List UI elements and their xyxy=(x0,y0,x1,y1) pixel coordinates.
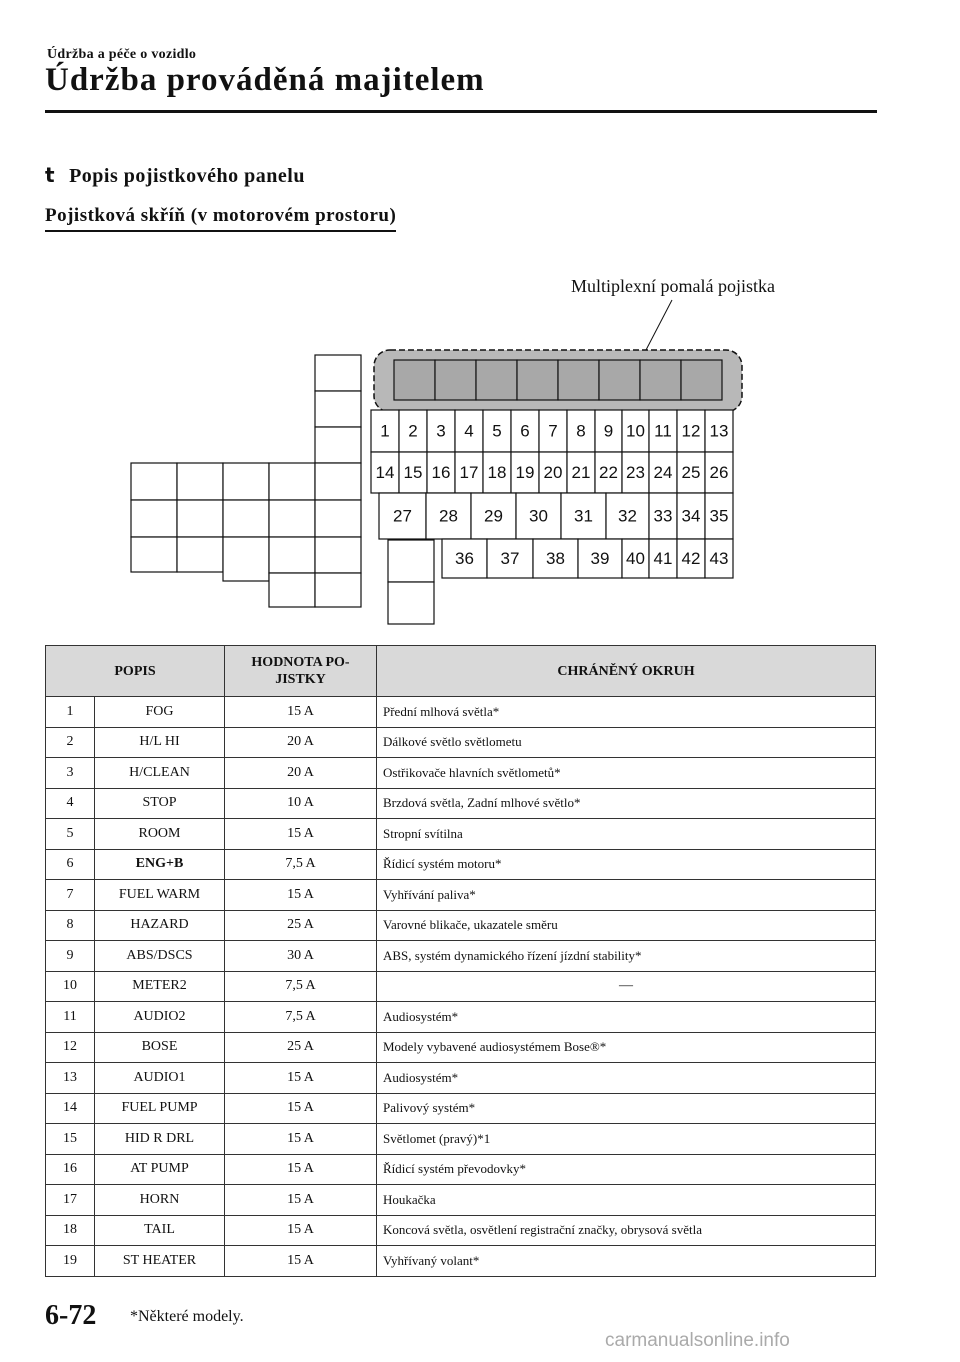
table-row xyxy=(46,819,876,850)
fuse-slot-number: 36 xyxy=(455,549,474,568)
fuse-value: 15 A xyxy=(225,1215,377,1246)
subheading: Pojistková skříň (v motorovém prostoru) xyxy=(45,205,396,232)
fuse-value: 15 A xyxy=(225,697,377,728)
multiplex-fuse-cell xyxy=(435,360,476,400)
table-row xyxy=(46,1215,876,1246)
protected-circuit: Řídicí systém motoru* xyxy=(377,849,876,880)
fuse-slot-number: 6 xyxy=(520,421,530,441)
protected-circuit: Audiosystém* xyxy=(377,1002,876,1033)
table-row xyxy=(46,1063,876,1094)
multiplex-fuse-label: Multiplexní pomalá pojistka xyxy=(571,276,775,296)
section-heading-text: Popis pojistkového panelu xyxy=(69,165,305,187)
fuse-name: STOP xyxy=(95,788,225,819)
fuse-box-diagram xyxy=(0,0,960,640)
fuse-slot-number: 40 xyxy=(626,549,645,568)
fuse-slot-number: 21 xyxy=(571,463,591,482)
protected-circuit: Palivový systém* xyxy=(377,1093,876,1124)
fuse-slot-number: 31 xyxy=(574,506,593,526)
fuse-slot-number: 19 xyxy=(515,463,535,482)
protected-circuit: Ostřikovače hlavních světlometů* xyxy=(377,758,876,789)
fuse-name: METER2 xyxy=(95,971,225,1002)
fuse-name: TAIL xyxy=(95,1215,225,1246)
table-row xyxy=(46,1154,876,1185)
table-row xyxy=(46,1002,876,1033)
protected-circuit: Světlomet (pravý)*1 xyxy=(377,1124,876,1155)
protected-circuit: Vyhřívání paliva* xyxy=(377,880,876,911)
fuse-value: 15 A xyxy=(225,1154,377,1185)
multiplex-fuse-cell xyxy=(517,360,558,400)
fuse-value: 15 A xyxy=(225,1185,377,1216)
fuse-value: 15 A xyxy=(225,1093,377,1124)
fuse-number: 15 xyxy=(46,1124,95,1155)
multiplex-fuse-group xyxy=(374,276,775,412)
table-row xyxy=(46,1246,876,1277)
fuse-name: ROOM xyxy=(95,819,225,850)
fuse-number: 12 xyxy=(46,1032,95,1063)
fuse-number: 17 xyxy=(46,1185,95,1216)
fuse-number: 18 xyxy=(46,1215,95,1246)
watermark: carmanualsonline.info xyxy=(605,1330,790,1351)
protected-circuit: Stropní svítilna xyxy=(377,819,876,850)
fuse-name: ABS/DSCS xyxy=(95,941,225,972)
fuse-name: ENG+B xyxy=(95,849,225,880)
fuse-slot-number: 20 xyxy=(543,463,563,482)
fuse-number: 10 xyxy=(46,971,95,1002)
protected-circuit: Varovné blikače, ukazatele směru xyxy=(377,910,876,941)
fuse-number: 2 xyxy=(46,727,95,758)
fuse-number: 7 xyxy=(46,880,95,911)
multiplex-fuse-cell xyxy=(599,360,640,400)
fuse-name: ST HEATER xyxy=(95,1246,225,1277)
fuse-slot-number: 17 xyxy=(459,463,479,482)
table-header-row xyxy=(46,646,876,697)
breadcrumb: Údržba a péče o vozidlo xyxy=(47,47,197,62)
fuse-number: 13 xyxy=(46,1063,95,1094)
fuse-slot-number: 29 xyxy=(484,506,503,526)
fuse-number: 14 xyxy=(46,1093,95,1124)
footnote: *Některé modely. xyxy=(130,1308,244,1325)
protected-circuit: Vyhřívaný volant* xyxy=(377,1246,876,1277)
protected-circuit: Audiosystém* xyxy=(377,1063,876,1094)
table-row xyxy=(46,697,876,728)
fuse-slot-number: 5 xyxy=(492,421,502,441)
fuse-name: BOSE xyxy=(95,1032,225,1063)
fuse-slot-number: 43 xyxy=(709,549,729,568)
page-title: Údržba prováděná majitelem xyxy=(45,62,485,98)
protected-circuit: Řídicí systém převodovky* xyxy=(377,1154,876,1185)
fuse-number: 16 xyxy=(46,1154,95,1185)
fuse-slot-number: 24 xyxy=(653,463,673,482)
fuse-name: FUEL PUMP xyxy=(95,1093,225,1124)
table-row xyxy=(46,849,876,880)
fuse-name: H/L HI xyxy=(95,727,225,758)
protected-circuit: Koncová světla, osvětlení registrační značky, obrysová světla xyxy=(377,1215,876,1246)
protected-circuit: ABS, systém dynamického řízení jízdní stability* xyxy=(377,941,876,972)
fuse-number: 19 xyxy=(46,1246,95,1277)
protected-circuit: Houkačka xyxy=(377,1185,876,1216)
fuse-slot-number: 9 xyxy=(603,421,614,441)
fuse-slot-number: 34 xyxy=(681,506,701,526)
fuse-slot-number: 11 xyxy=(654,421,672,441)
fuse-slot-number: 41 xyxy=(653,549,673,568)
fuse-slot-number: 25 xyxy=(681,463,701,482)
fuse-slot-number: 22 xyxy=(599,463,618,482)
protected-circuit: ― xyxy=(377,971,876,1002)
table-row xyxy=(46,1093,876,1124)
fuse-number: 4 xyxy=(46,788,95,819)
fuse-slot-number: 16 xyxy=(431,463,451,482)
fuse-slot-number: 10 xyxy=(626,421,645,441)
table-row xyxy=(46,910,876,941)
fuse-slot-number: 4 xyxy=(464,421,474,441)
fuse-number: 11 xyxy=(46,1002,95,1033)
table-row xyxy=(46,941,876,972)
protected-circuit: Přední mlhová světla* xyxy=(377,697,876,728)
fuse-number: 6 xyxy=(46,849,95,880)
fuse-slot-number: 42 xyxy=(681,549,701,568)
fuse-slot-number: 8 xyxy=(576,421,586,441)
fuse-name: HID R DRL xyxy=(95,1124,225,1155)
fuse-value: 15 A xyxy=(225,880,377,911)
fuse-slot-number: 1 xyxy=(380,421,390,441)
fuse-slot-number: 38 xyxy=(546,549,565,568)
multiplex-fuse-cell xyxy=(640,360,681,400)
fuse-slot-number: 35 xyxy=(709,506,729,526)
fuse-slot-number: 15 xyxy=(403,463,423,482)
table-row xyxy=(46,880,876,911)
table-row xyxy=(46,1032,876,1063)
fuse-number: 1 xyxy=(46,697,95,728)
header-hodnota: HODNOTA PO- JISTKY xyxy=(225,646,377,697)
fuse-slot-number: 2 xyxy=(408,421,418,441)
fuse-slot-number: 7 xyxy=(548,421,558,441)
fuse-slot-number: 32 xyxy=(618,506,637,526)
fuse-slot-number: 23 xyxy=(626,463,645,482)
fuse-slot-number: 33 xyxy=(653,506,673,526)
fuse-value: 30 A xyxy=(225,941,377,972)
fuse-slot-number: 27 xyxy=(393,506,412,526)
fuse-value: 15 A xyxy=(225,1246,377,1277)
table-row xyxy=(46,1124,876,1155)
fuse-value: 15 A xyxy=(225,1063,377,1094)
header-okruh: CHRÁNĚNÝ OKRUH xyxy=(377,646,876,697)
table-row xyxy=(46,1185,876,1216)
fuse-value: 25 A xyxy=(225,1032,377,1063)
multiplex-fuse-cell xyxy=(476,360,517,400)
fuse-slot-number: 28 xyxy=(439,506,458,526)
fuse-slot-number: 13 xyxy=(709,421,729,441)
table-row xyxy=(46,788,876,819)
table-row xyxy=(46,727,876,758)
fuse-value: 10 A xyxy=(225,788,377,819)
fuse-number: 9 xyxy=(46,941,95,972)
fuse-name: FOG xyxy=(95,697,225,728)
fuse-number: 5 xyxy=(46,819,95,850)
multiplex-fuse-cell xyxy=(558,360,599,400)
fuse-name: HAZARD xyxy=(95,910,225,941)
fuse-name: FUEL WARM xyxy=(95,880,225,911)
protected-circuit: Dálkové světlo světlometu xyxy=(377,727,876,758)
section-bullet-icon: t xyxy=(45,163,56,187)
fuse-name: HORN xyxy=(95,1185,225,1216)
fuse-slot-number: 39 xyxy=(590,549,610,568)
multiplex-fuse-cell xyxy=(681,360,722,400)
fuse-name: H/CLEAN xyxy=(95,758,225,789)
protected-circuit: Brzdová světla, Zadní mlhové světlo* xyxy=(377,788,876,819)
protected-circuit: Modely vybavené audiosystémem Bose®* xyxy=(377,1032,876,1063)
fuse-value: 15 A xyxy=(225,819,377,850)
fuse-value: 7,5 A xyxy=(225,1002,377,1033)
fuse-number: 8 xyxy=(46,910,95,941)
fuse-number: 3 xyxy=(46,758,95,789)
fuse-value: 7,5 A xyxy=(225,849,377,880)
fuse-value: 7,5 A xyxy=(225,971,377,1002)
table-row xyxy=(46,758,876,789)
multiplex-fuse-cell xyxy=(394,360,435,400)
fuse-slot-number: 26 xyxy=(709,463,729,482)
fuse-name: AT PUMP xyxy=(95,1154,225,1185)
fuse-slot-number: 18 xyxy=(487,463,507,482)
header-popis: POPIS xyxy=(46,646,225,697)
fuse-name: AUDIO2 xyxy=(95,1002,225,1033)
fuse-slot-number: 30 xyxy=(529,506,548,526)
fuse-slot-number: 37 xyxy=(500,549,520,568)
fuse-slot-number: 12 xyxy=(681,421,701,441)
fuse-value: 15 A xyxy=(225,1124,377,1155)
table-row xyxy=(46,971,876,1002)
page-number: 6-72 xyxy=(45,1300,97,1331)
fuse-slot-number: 3 xyxy=(436,421,446,441)
fuse-value: 20 A xyxy=(225,758,377,789)
fuse-name: AUDIO1 xyxy=(95,1063,225,1094)
fuse-value: 25 A xyxy=(225,910,377,941)
fuse-table xyxy=(45,645,876,1277)
fuse-slot-number: 14 xyxy=(375,463,395,482)
fuse-value: 20 A xyxy=(225,727,377,758)
